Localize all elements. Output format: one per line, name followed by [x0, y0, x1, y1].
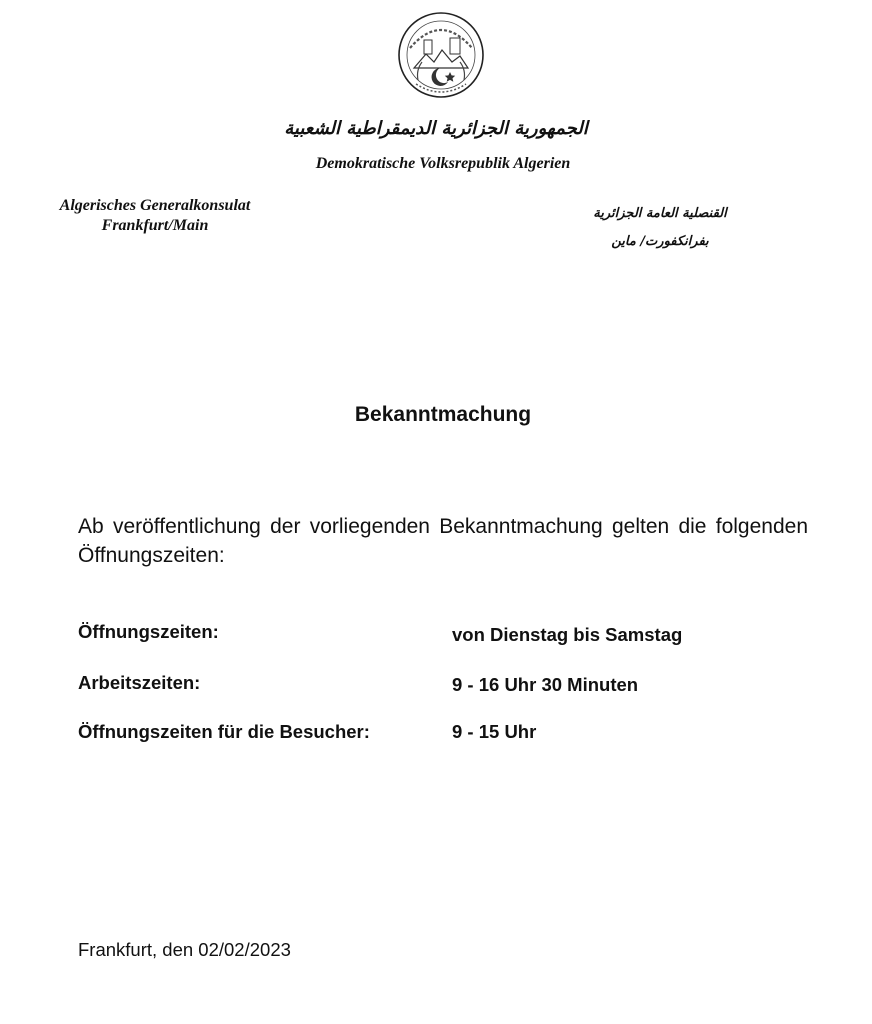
consulate-name-arabic — [560, 200, 760, 256]
row-value-opening-hours: von Dienstag bis Samstag — [452, 624, 683, 645]
row-value-visitor-hours: 9 - 15 Uhr — [452, 721, 537, 742]
row-label-working-hours: Arbeitszeiten: — [78, 672, 201, 693]
row-label-visitor-hours: Öffnungszeiten für die Besucher: — [78, 721, 370, 742]
consulate-arabic-line1: القنصلية العامة الجزائرية — [593, 206, 727, 221]
row-value-working-hours: 9 - 16 Uhr 30 Minuten — [452, 674, 639, 695]
place-and-date: Frankfurt, den 02/02/2023 — [78, 939, 291, 960]
consulate-german-line1: Algerisches Generalkonsulat — [59, 197, 251, 214]
notice-intro: Ab veröffentlichung der vorliegenden Bekanntmachung gelten die folgenden Öffnungszeiten: — [78, 515, 808, 567]
consulate-german-line2: Frankfurt/Main — [101, 217, 209, 234]
notice-heading: Bekanntmachung — [354, 403, 532, 426]
german-state-title: Demokratische Volksrepublik Algerien — [315, 155, 571, 172]
arabic-state-title: الجمهورية الجزائرية الديمقراطية الشعبية — [284, 118, 588, 139]
consulate-name-german — [40, 196, 270, 236]
national-emblem-icon — [396, 10, 486, 100]
consulate-arabic-line2: بفرانكفورت/ ماين — [611, 234, 709, 249]
row-label-opening-hours: Öffnungszeiten: — [78, 621, 219, 642]
